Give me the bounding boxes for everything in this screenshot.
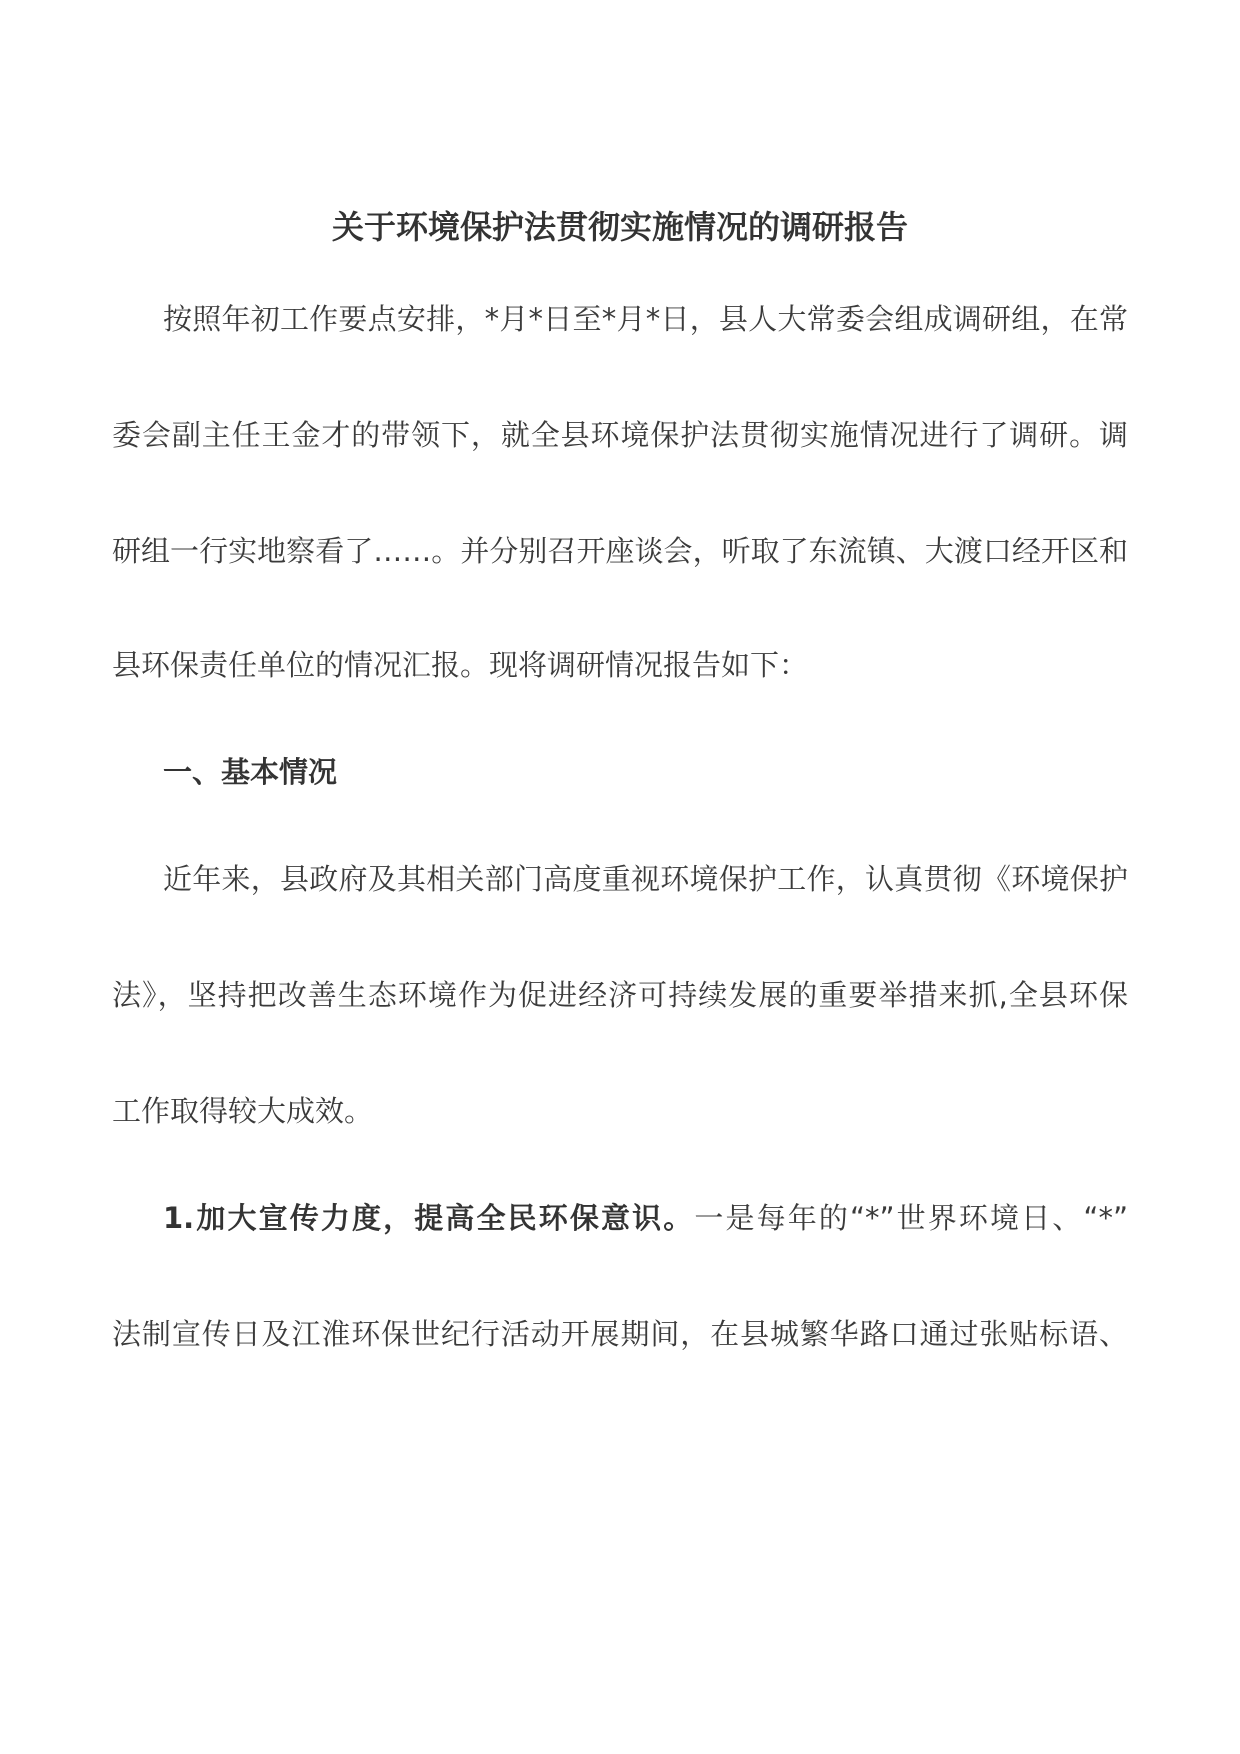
item1-bold-lead: 1.加大宣传力度，提高全民环保意识。: [163, 1201, 695, 1235]
intro-line-4: 县环保责任单位的情况汇报。现将调研情况报告如下：: [112, 648, 809, 682]
document-title: 关于环境保护法贯彻实施情况的调研报告: [331, 208, 908, 246]
section1-line-1: 近年来，县政府及其相关部门高度重视环境保护工作，认真贯彻《环境保护: [163, 862, 1128, 896]
section-heading-basic: 一、基本情况: [163, 755, 338, 789]
item1-line-1: [163, 1196, 1128, 1240]
section1-line-3: 工作取得较大成效。: [112, 1094, 374, 1128]
section1-line-2: 法》，坚持把改善生态环境作为促进经济可持续发展的重要举措来抓,全县环保: [112, 978, 1128, 1012]
intro-line-2: 委会副主任王金才的带领下，就全县环境保护法贯彻实施情况进行了调研。调: [112, 418, 1128, 452]
intro-line-3: 研组一行实地察看了……。并分别召开座谈会，听取了东流镇、大渡口经开区和: [112, 534, 1128, 568]
item1-line-1-rest: 一是每年的“*”世界环境日、“*”: [694, 1201, 1128, 1235]
item1-line-2: 法制宣传日及江淮环保世纪行活动开展期间，在县城繁华路口通过张贴标语、: [112, 1317, 1128, 1351]
intro-line-1: 按照年初工作要点安排，*月*日至*月*日，县人大常委会组成调研组，在常: [163, 302, 1128, 336]
